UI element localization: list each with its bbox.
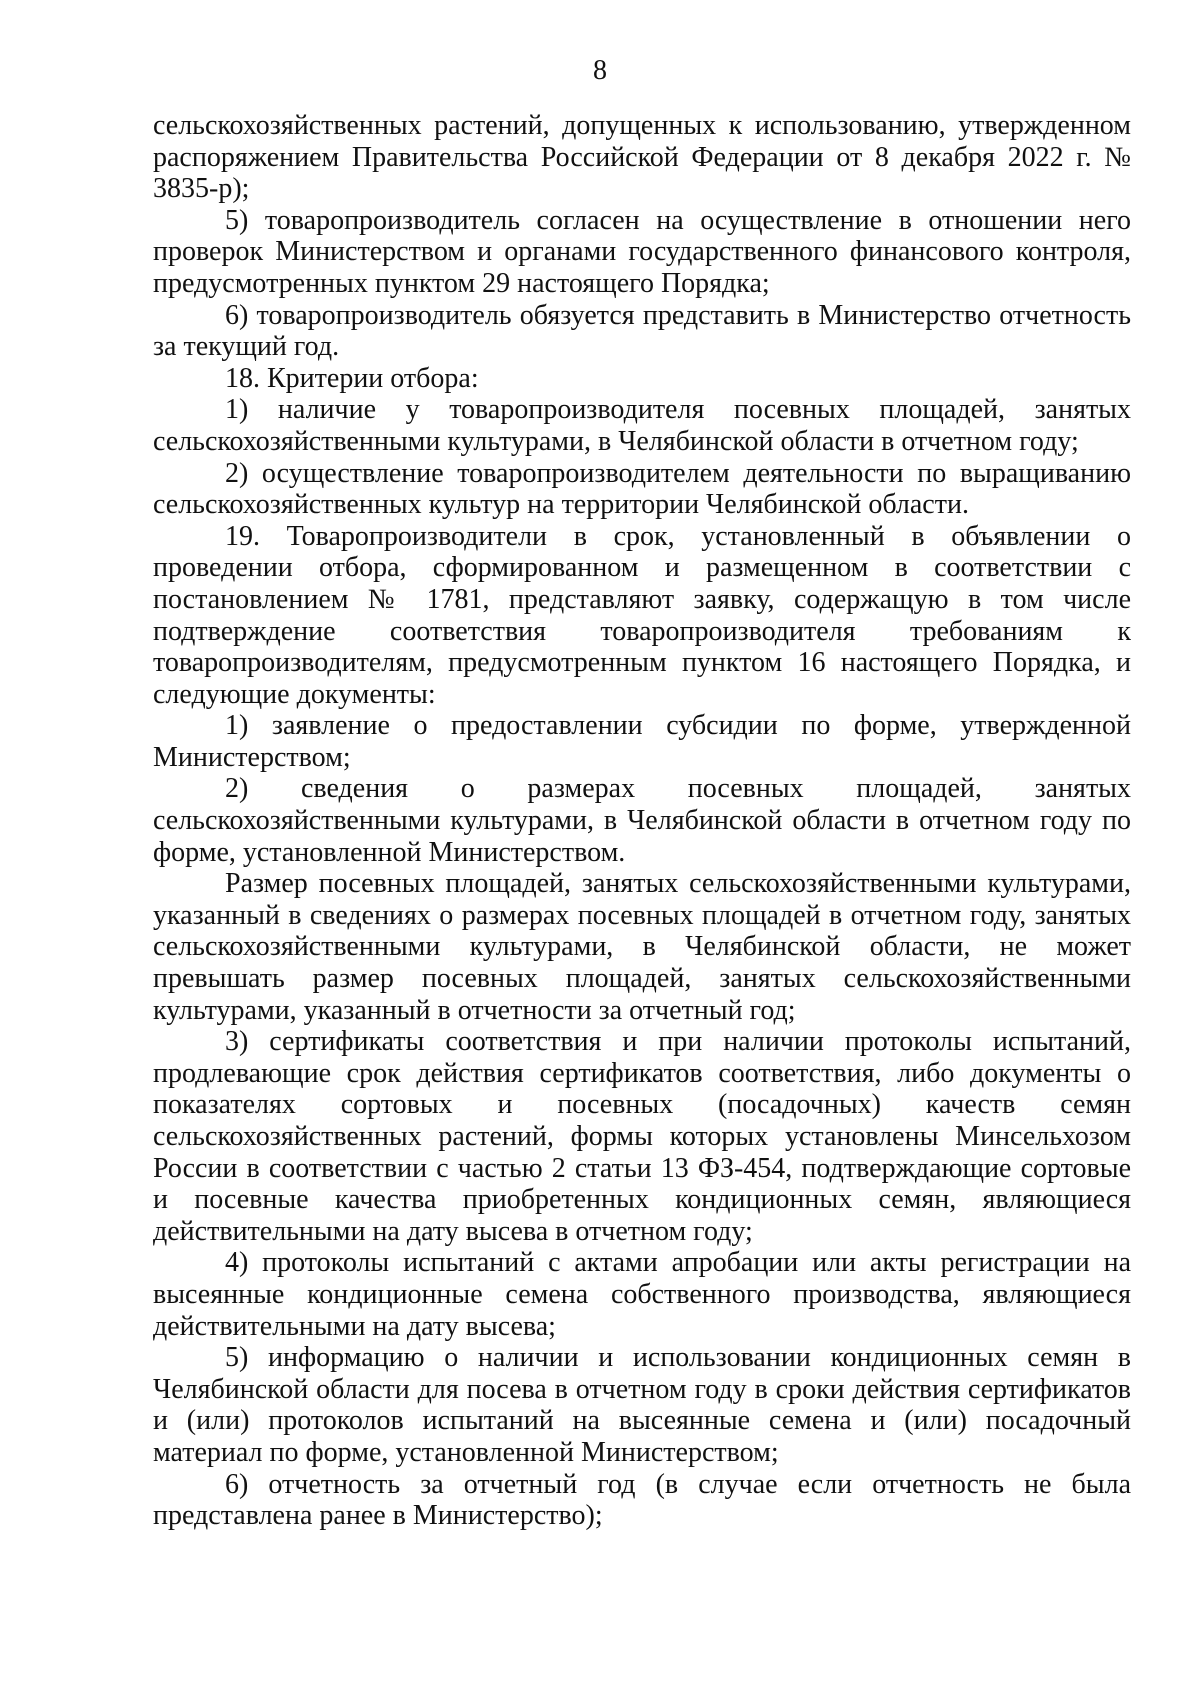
- paragraph: 19. Товаропроизводители в срок, установленный в объявлении о проведении отбора, сформированном и размещенном в соответствии с постановлением № 1781, представляют заявку, содержащую в том числе подтверждение соответствия товаропроизводителя требованиям к товаропроизводителям, предусмотренным пунктом 16 настоящего Порядка, и следующие документы:: [153, 520, 1131, 710]
- paragraph: сельскохозяйственных растений, допущенных к использованию, утвержденном распоряжением Правительства Российской Федерации от 8 декабря 2022 г. № 3835-р);: [153, 110, 1131, 205]
- paragraph: 1) наличие у товаропроизводителя посевных площадей, занятых сельскохозяйственными культурами, в Челябинской области в отчетном году;: [153, 394, 1131, 457]
- paragraph: 6) отчетность за отчетный год (в случае если отчетность не была представлена ранее в Министерство);: [153, 1468, 1131, 1532]
- page-number: 8: [593, 55, 607, 86]
- paragraph: 18. Критерии отбора:: [225, 362, 479, 394]
- paragraph: 2) сведения о размерах посевных площадей, занятых сельскохозяйственными культурами, в Челябинской области в отчетном году по форме, установленной Министерством.: [153, 773, 1131, 868]
- paragraph: Размер посевных площадей, занятых сельскохозяйственными культурами, указанный в сведениях о размерах посевных площадей в отчетном году, занятых сельскохозяйственными культурами, в Челябинской области, не может превышать размер посевных площадей, занятых сельскохозяйственными культурами, указанный в отчетности за отчетный год;: [153, 868, 1131, 1026]
- paragraph: 1) заявление о предоставлении субсидии по форме, утвержденной Министерством;: [153, 710, 1131, 773]
- paragraph: 2) осуществление товаропроизводителем деятельности по выращиванию сельскохозяйственных культур на территории Челябинской области.: [153, 457, 1131, 521]
- paragraph: 5) информацию о наличии и использовании кондиционных семян в Челябинской области для посева в отчетном году в сроки действия сертификатов и (или) протоколов испытаний на высеянные семена и (или) посадочный материал по форме, установленной Министерством;: [153, 1342, 1131, 1468]
- paragraph: 6) товаропроизводитель обязуется представить в Министерство отчетность за текущий год.: [153, 299, 1131, 363]
- document-body: [153, 110, 1131, 1532]
- paragraph: 4) протоколы испытаний с актами апробации или акты регистрации на высеянные кондиционные семена собственного производства, являющиеся действительными на дату высева;: [153, 1247, 1131, 1342]
- paragraph: 3) сертификаты соответствия и при наличии протоколы испытаний, продлевающие срок действия сертификатов соответствия, либо документы о показателях сортовых и посевных (посадочных) качеств семян сельскохозяйственных растений, формы которых установлены Минсельхозом России в соответствии с частью 2 статьи 13 ФЗ-454, подтверждающие сортовые и посевные качества приобретенных кондиционных семян, являющиеся действительными на дату высева в отчетном году;: [153, 1026, 1131, 1247]
- paragraph: 5) товаропроизводитель согласен на осуществление в отношении него проверок Министерством и органами государственного финансового контроля, предусмотренных пунктом 29 настоящего Порядка;: [153, 204, 1131, 299]
